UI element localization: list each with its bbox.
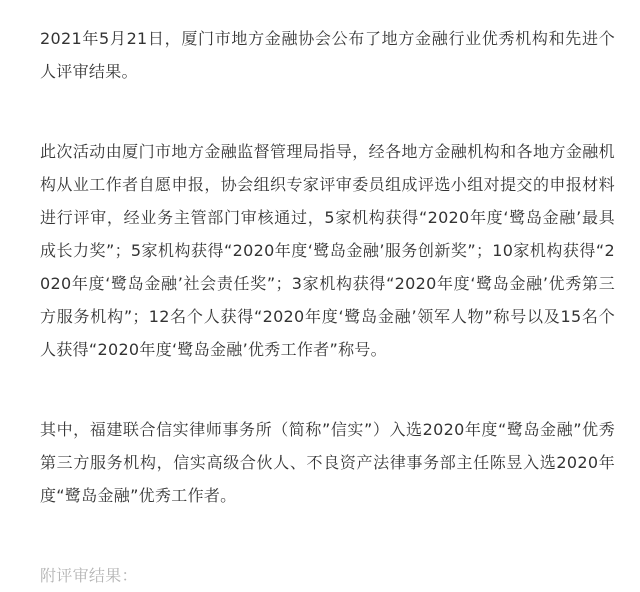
article-body bbox=[40, 22, 615, 592]
firm-paragraph: 其中，福建联合信实律师事务所（简称”信实”）入选2020年度“鹭岛金融”优秀第三方服务机构，信实高级合伙人、不良资产法律事务部主任陈昱入选2020年度“鹭岛金融”优秀工作者。 bbox=[40, 420, 615, 505]
intro-paragraph: 2021年5月21日，厦门市地方金融协会公布了地方金融行业优秀机构和先进个人评审结果。 bbox=[40, 29, 615, 81]
activity-paragraph: 此次活动由厦门市地方金融监督管理局指导，经各地方金融机构和各地方金融机构从业工作者自愿申报，协会组织专家评审委员组成评选小组对提交的申报材料进行评审，经业务主管部门审核通过，5家机构获得“2020年度‘鹭岛金融’最具成长力奖”；5家机构获得“2020年度‘鹭岛金融’服务创新奖”；10家机构获得“2020年度‘鹭岛金融’社会责任奖”；3家机构获得“2020年度‘鹭岛金融’优秀第三方服务机构”；12名个人获得“2020年度‘鹭岛金融’领军人物”称号以及15名个人获得“2020年度‘鹭岛金融’优秀工作者”称号。 bbox=[40, 142, 615, 359]
results-note: 附评审结果： bbox=[40, 566, 138, 585]
